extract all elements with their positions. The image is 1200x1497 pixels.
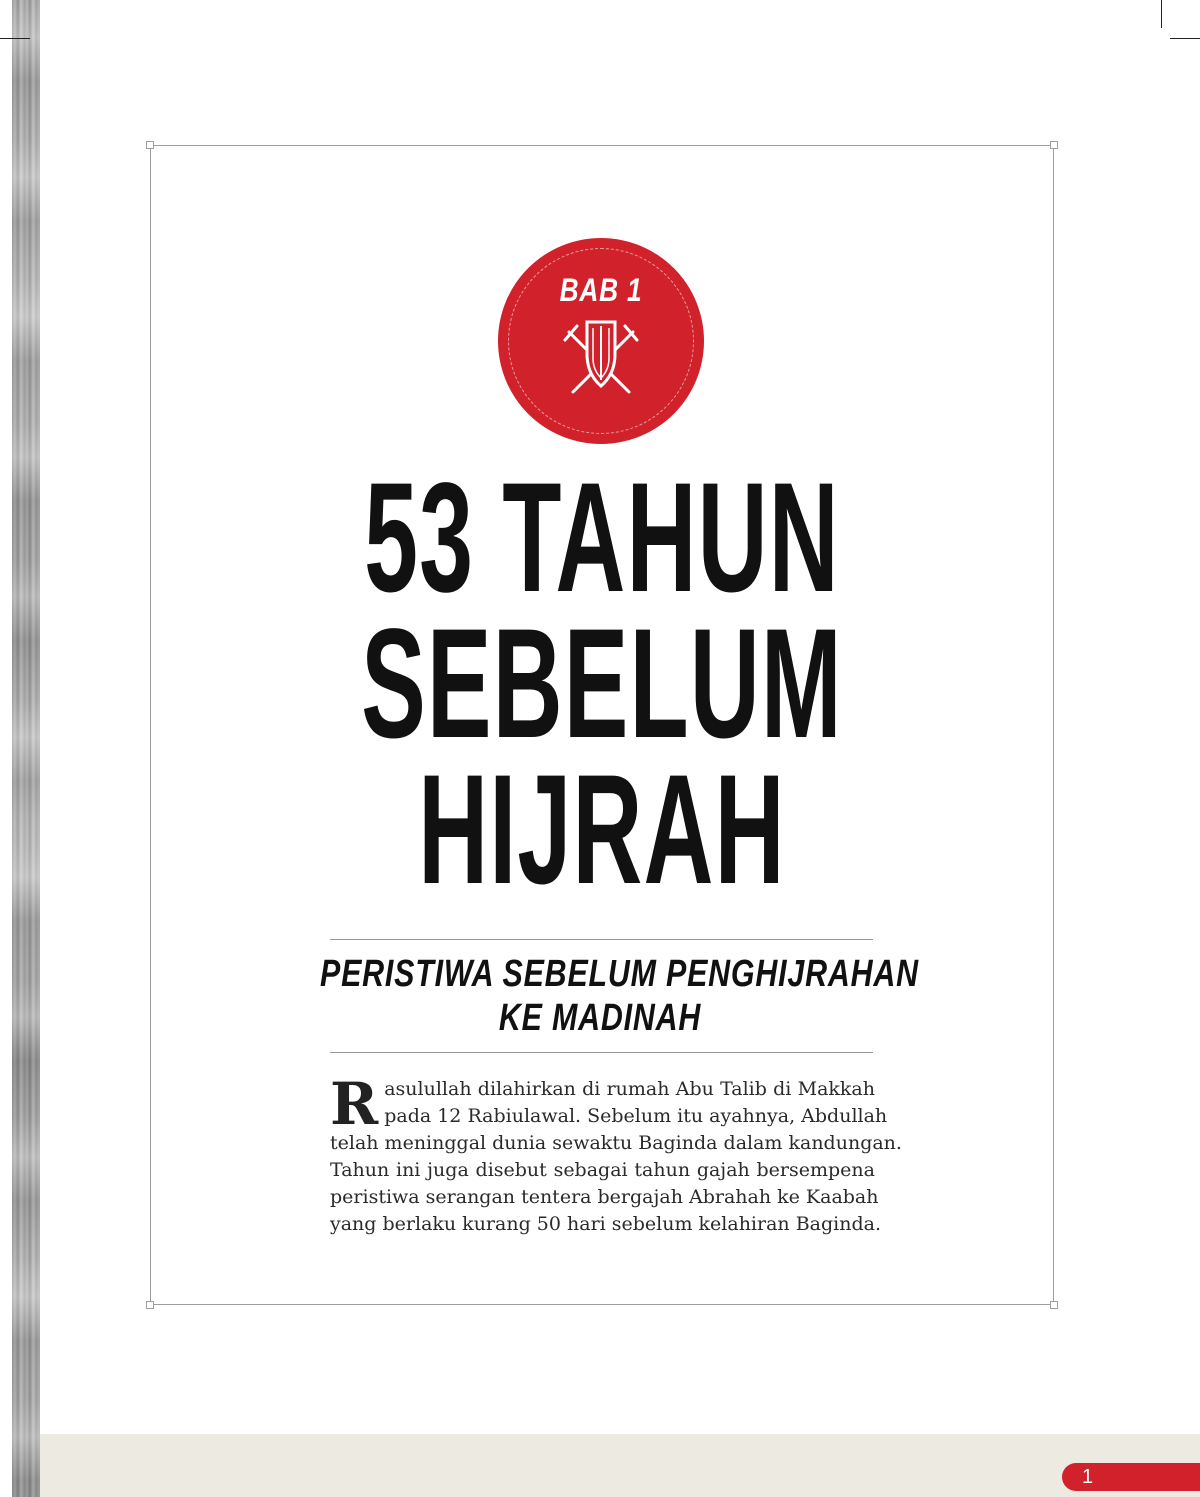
paragraph-line: pada 12 Rabiulawal. Sebelum itu ayahnya, Abdullah: [384, 1105, 888, 1127]
intro-paragraph: [330, 1070, 902, 1238]
page-number-tab: [1062, 1463, 1200, 1491]
crop-mark-top-left-h: [0, 38, 30, 39]
chapter-title-line: SEBELUM: [361, 597, 843, 771]
chapter-title-line: 53 TAHUN: [364, 451, 840, 625]
paragraph-line: Tahun ini juga disebut sebagai tahun gajah bersempena: [330, 1159, 875, 1181]
chapter-subtitle-line: PERISTIWA SEBELUM PENGHIJRAHAN: [320, 953, 919, 995]
chapter-label: BAB 1: [559, 272, 643, 308]
paragraph-line: yang berlaku kurang 50 hari sebelum kelahiran Baginda.: [330, 1213, 881, 1235]
chapter-title: [150, 451, 1054, 917]
paragraph-line: peristiwa serangan tentera bergajah Abrahah ke Kaabah: [330, 1186, 879, 1208]
frame-corner: [146, 141, 154, 149]
subtitle-rule-top: [330, 939, 873, 940]
subtitle-rule-bottom: [330, 1052, 873, 1053]
left-edge-texture: [12, 0, 40, 1497]
paragraph-line: asulullah dilahirkan di rumah Abu Talib di Makkah: [384, 1078, 875, 1100]
frame-corner: [1050, 1301, 1058, 1309]
chapter-subtitle-line: KE MADINAH: [498, 997, 702, 1039]
shield-swords-icon: [559, 314, 643, 398]
chapter-title-line: HIJRAH: [418, 743, 786, 917]
page-number: 1: [1082, 1466, 1094, 1488]
chapter-badge: [498, 238, 704, 444]
left-edge-texture-shading: [12, 0, 40, 1497]
footer-band: [40, 1434, 1200, 1497]
drop-cap: R: [330, 1070, 379, 1138]
crop-mark-top-right-v: [1161, 0, 1162, 28]
paragraph-line: telah meninggal dunia sewaktu Baginda dalam kandungan.: [330, 1132, 902, 1154]
frame-corner: [1050, 141, 1058, 149]
frame-corner: [146, 1301, 154, 1309]
chapter-subtitle: [320, 952, 919, 1040]
crop-mark-top-right-h: [1170, 38, 1200, 39]
